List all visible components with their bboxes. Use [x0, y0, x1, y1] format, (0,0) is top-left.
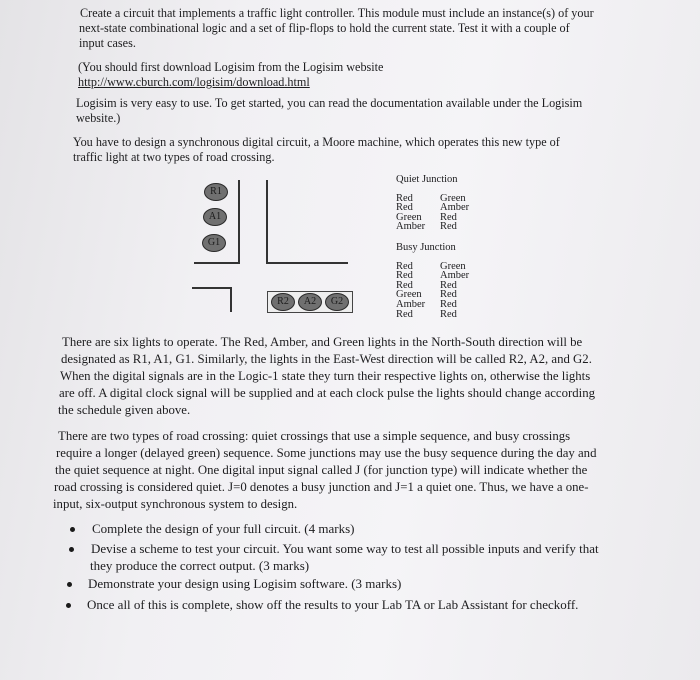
light-r1: R1 [204, 183, 228, 201]
six-line-3: When the digital signals are in the Logic-1 state they turn their respective lights on, otherwise the lights [60, 369, 591, 383]
quiet-ns-cell: Amber [396, 221, 426, 233]
light-a2: A2 [298, 293, 322, 311]
bullet-icon [66, 603, 71, 608]
bullet-icon [70, 527, 75, 532]
light-a1: A1 [203, 208, 227, 226]
task-item: Demonstrate your design using Logisim software. (3 marks) [88, 576, 402, 591]
busy-ns-cell: Amber [396, 298, 426, 310]
six-line-1: There are six lights to operate. The Red, Amber, and Green lights in the North-South direction will be [62, 335, 583, 349]
light-r2: R2 [271, 293, 295, 311]
bullet-icon [69, 547, 74, 552]
busy-junction-table [396, 243, 480, 319]
intro-line-2: next-state combinational logic and a set of flip-flops to hold the current state. Test it with a couple of [79, 21, 570, 35]
quiet-ew-cell: Red [440, 221, 457, 233]
busy-ew-cell: Red [440, 298, 457, 310]
table-row [396, 310, 480, 320]
quiet-junction-table [396, 175, 480, 232]
busy-ns-cell: Red [396, 308, 413, 320]
quiet-ns-cell: Red [396, 202, 413, 214]
task-item: Devise a scheme to test your circuit. You want some way to test all possible inputs and verify that [91, 541, 599, 556]
easy-line-1: Logisim is very easy to use. To get started, you can read the documentation available under the Logisim [76, 96, 583, 110]
types-line-1: There are two types of road crossing: quiet crossings that use a simple sequence, and busy crossings [58, 429, 571, 443]
six-line-5: the schedule given above. [58, 403, 191, 417]
road-edge-ne [266, 262, 348, 264]
busy-ew-cell: Red [440, 279, 457, 291]
intro-line-3: input cases. [79, 36, 136, 50]
quiet-ew-cell: Amber [440, 202, 470, 214]
task-item: Once all of this is complete, show off the results to your Lab TA or Lab Assistant for checkoff. [87, 597, 579, 612]
busy-junction-title: Busy Junction [396, 242, 456, 253]
six-line-2: designated as R1, A1, G1. Similarly, the lights in the East-West direction will be called R2, A2, and G2. [61, 352, 592, 366]
quiet-ew-cell: Green [440, 192, 466, 204]
task-item-continued: they produce the correct output. (3 marks) [90, 558, 310, 573]
types-line-2: require a longer (delayed green) sequence. Some junctions may use the busy sequence during the day and [56, 446, 597, 460]
table-row [396, 222, 480, 232]
types-line-4: road crossing is considered quiet. J=0 denotes a busy junction and J=1 a quiet one. Thus, we have a one- [54, 480, 589, 494]
road-edge-east [266, 180, 268, 262]
download-line: (You should first download Logisim from the Logisim website [78, 60, 384, 74]
intro-line-1: Create a circuit that implements a traffic light controller. This module must include an instance(s) of your [80, 6, 594, 20]
light-g2: G2 [325, 293, 349, 311]
busy-ew-cell: Red [440, 308, 457, 320]
road-edge-south-west [230, 287, 232, 312]
quiet-ew-cell: Red [440, 211, 457, 223]
bullet-icon [67, 582, 72, 587]
quiet-ns-cell: Green [396, 211, 422, 223]
road-edge-west [238, 180, 240, 262]
busy-ns-cell: Red [396, 279, 413, 291]
busy-ns-cell: Red [396, 270, 413, 282]
task-item: Complete the design of your full circuit. (4 marks) [92, 521, 355, 536]
easy-line-2: website.) [76, 111, 121, 125]
road-edge-sw [192, 287, 232, 289]
busy-ns-cell: Red [396, 260, 413, 272]
light-g1: G1 [202, 234, 226, 252]
quiet-ns-cell: Red [396, 192, 413, 204]
design-line-1: You have to design a synchronous digital circuit, a Moore machine, which operates this new type of [73, 135, 560, 149]
quiet-junction-title: Quiet Junction [396, 174, 458, 185]
busy-ew-cell: Green [440, 260, 466, 272]
design-line-2: traffic light at two types of road crossing. [73, 150, 275, 164]
types-line-3: the quiet sequence at night. One digital input signal called J (for junction type) will indicate whether the [55, 463, 588, 477]
types-line-5: input, six-output synchronous system to design. [53, 497, 298, 511]
road-edge-nw [194, 262, 240, 264]
busy-ns-cell: Green [396, 289, 422, 301]
six-line-4: are off. A digital clock signal will be supplied and at each clock pulse the lights should change according [59, 386, 596, 400]
busy-ew-cell: Amber [440, 270, 470, 282]
busy-ew-cell: Red [440, 289, 457, 301]
logisim-download-link[interactable]: http://www.cburch.com/logisim/download.html [78, 75, 310, 89]
